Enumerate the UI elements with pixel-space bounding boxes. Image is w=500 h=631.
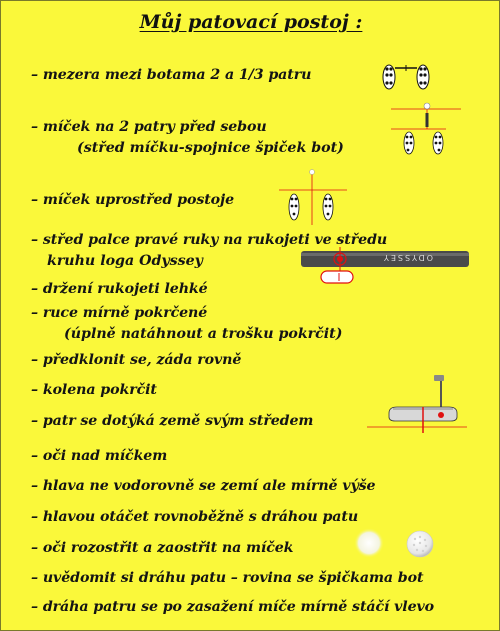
- list-item: – míček uprostřed postoje: [31, 192, 234, 208]
- list-item: – kolena pokrčit: [31, 382, 157, 398]
- grip-logo-text: ODYSSEY: [381, 253, 433, 262]
- ball-position-icon: [391, 99, 463, 161]
- list-item: – mezera mezi botama 2 a 1/3 patru: [31, 67, 312, 83]
- list-item: – uvědomit si dráhu patu – rovina se špičkama bot: [31, 570, 424, 586]
- ball-center-icon: [279, 165, 349, 227]
- list-item: – hlava ne vodorovně se zemí ale mírně výše: [31, 478, 376, 494]
- page-title: Můj patovací postoj :: [139, 11, 363, 33]
- putter-grip-icon: [299, 245, 473, 293]
- list-item: – míček na 2 patry před sebou: [31, 119, 267, 135]
- list-item: – držení rukojeti lehké: [31, 281, 208, 297]
- list-item: – patr se dotýká země svým středem: [31, 413, 314, 429]
- list-item: – předklonit se, záda rovně: [31, 352, 242, 368]
- list-item: – dráha patru se po zasažení míče mírně stáčí vlevo: [31, 599, 435, 615]
- list-item: – střed palce pravé ruky na rukojeti ve středu: [31, 232, 388, 248]
- list-item: – ruce mírně pokrčené: [31, 305, 208, 321]
- blurred-ball-icon: [353, 527, 385, 559]
- list-item-note: (střed míčku-spojnice špiček bot): [77, 140, 344, 156]
- putter-head-icon: [367, 373, 467, 435]
- list-item: – oči rozostřit a zaostřit na míček: [31, 540, 294, 556]
- sharp-ball-icon: [405, 529, 435, 559]
- list-item: – oči nad míčkem: [31, 448, 168, 464]
- list-item-note: kruhu loga Odyssey: [47, 253, 203, 269]
- list-item: – hlavou otáčet rovnoběžně s dráhou patu: [31, 509, 359, 525]
- shoe-gap-icon: [381, 61, 431, 93]
- list-item-note: (úplně natáhnout a trošku pokrčit): [64, 326, 343, 342]
